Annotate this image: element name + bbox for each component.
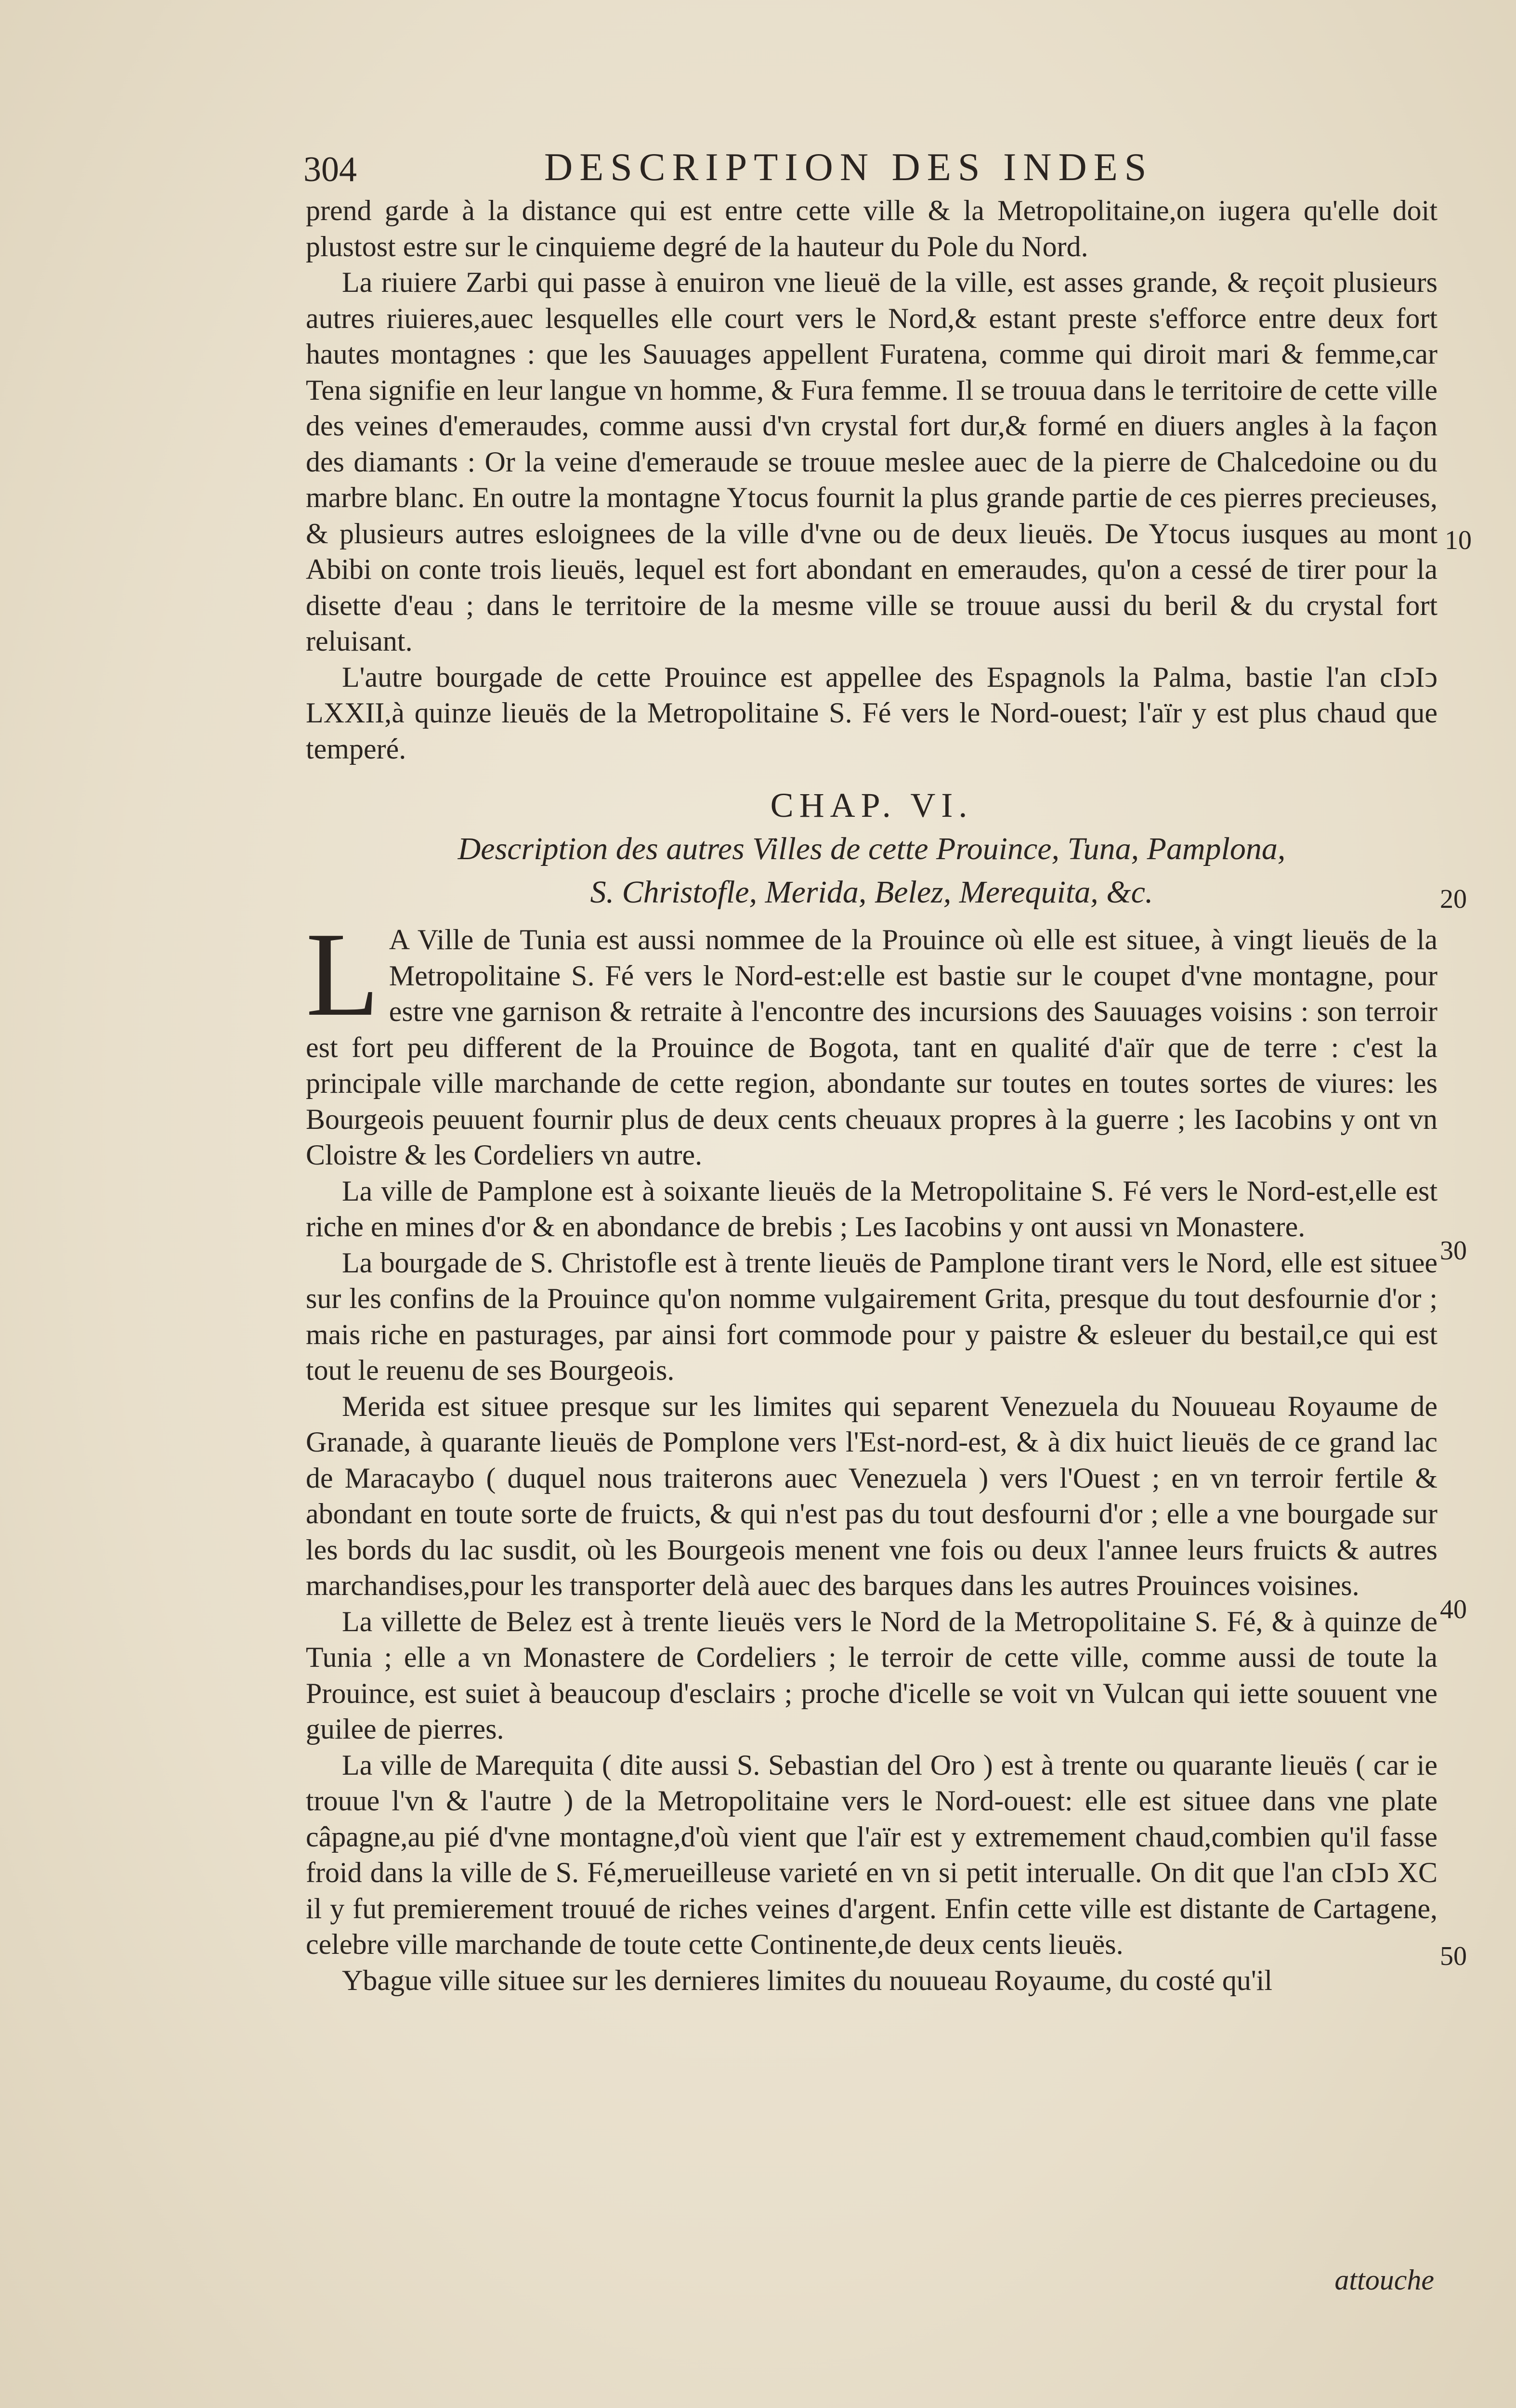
main-text [306,193,1438,1998]
chapter-subtitle-line-1: Description des autres Villes de cette Prouince, Tuna, Pamplona, [457,831,1286,866]
chapter-subtitle-line-2: S. Christofle, Merida, Belez, Merequita, &c. [590,875,1153,910]
paragraph: Merida est situee presque sur les limites qui separent Venezuela du Nouueau Royaume de Granade, à quarante lieuës de Pomplone vers l'Est-nord-est, & à dix huict lieuës de ce grand lac de Maracaybo ( duquel nous traiterons auec Venezuela ) vers l'Ouest ; en vn terroir fertile & abondant en toute sorte de fruicts, & qui n'est pas du tout desfourni d'or ; elle a vne bourgade sur les bords du lac susdit, où les Bourgeois menent vne fois ou deux l'annee leurs fruicts & autres marchandises,pour les transporter delà auec des barques dans les autres Prouinces voisines. [306,1390,1438,1601]
paragraph: La villette de Belez est à trente lieuës vers le Nord de la Metropolitaine S. Fé, & à quinze de Tunia ; elle a vn Monastere de Cordeliers ; le terroir de cette ville, comme aussi de toute la Prouince, est suiet à beaucoup d'esclairs ; proche d'icelle se voit vn Vulcan qui iette souuent vne guilee de pierres. [306,1605,1438,1745]
chapter-title: CHAP. VI. [770,786,973,824]
line-number-50: 50 [1440,1941,1467,1971]
paragraph: La ville de Marequita ( dite aussi S. Sebastian del Oro ) est à trente ou quarante lieuës ( car ie trouue l'vn & l'autre ) de la Metropolitaine vers le Nord-ouest: elle est situee dans vne plate câpagne,au pié d'vne montagne,d'où vient que l'aïr est y extremement chaud,combien qu'il fasse froid dans la ville de S. Fé,merueilleuse varieté en vn si petit interualle. On dit que l'an cIↄIↄ XC il y fut premierement trouué de riches veines d'argent. Enfin cette ville est distante de Cartagene, celebre ville marchande de toute cette Continente,de deux cents lieuës. [306,1749,1438,1960]
line-number-40: 40 [1440,1595,1467,1624]
paragraph: La bourgade de S. Christofle est à trente lieuës de Pamplone tirant vers le Nord, elle est situee sur les confins de la Prouince qu'on nomme vulgairement Grita, presque du tout desfournie d'or ; mais riche en pasturages, par ainsi fort commode pour y paistre & esleuer du bestail,ce qui est tout le reuenu de ses Bourgeois. [306,1246,1438,1386]
chapter-opening-text: A Ville de Tunia est aussi nommee de la Prouince où elle est situee, à vingt lieuës de la Metropolitaine S. Fé vers le Nord-est:elle est bastie sur le coupet d'vne montagne, pour estre vne garnison & retraite à l'encontre des incursions des Sauuages voisins : son terroir est fort peu different de la Prouince de Bogota, tant en qualité d'aïr que de terre : c'est la principale ville marchande de cette region, abondante sur toutes en toutes sortes de viures: les Bourgeois peuuent fournir plus de deux cents cheuaux propres à la guerre ; les Iacobins y ont vn Cloistre & les Cordeliers vn autre. [306,924,1438,1171]
running-head: DESCRIPTION DES INDES [544,145,1153,189]
page-number: 304 [303,150,357,189]
paragraph: Ybague ville situee sur les dernieres limites du nouueau Royaume, du costé qu'il [342,1964,1273,1996]
paragraph: La riuiere Zarbi qui passe à enuiron vne lieuë de la ville, est asses grande, & reçoit plusieurs autres riuieres,auec lesquelles elle court vers le Nord,& estant preste s'efforce entre deux fort hautes montagnes : que les Sauuages appellent Furatena, comme qui diroit mari & femme,car Tena signifie en leur langue vn homme, & Fura femme. Il se trouua dans le territoire de cette ville des veines d'emeraudes, comme aussi d'vn crystal fort dur,& formé en diuers angles à la façon des diamants : Or la veine d'emeraude se trouue meslee auec de la pierre de Chalcedoine ou du marbre blanc. En outre la montagne Ytocus fournit la plus grande partie de ces pierres precieuses, & plusieurs autres esloignees de la ville d'vne ou de deux lieuës. De Ytocus iusques au mont Abibi on conte trois lieuës, lequel est fort abondant en emeraudes, qu'on a cessé de tirer pour la disette d'eau ; dans le territoire de la mesme ville se trouue aussi du beril & du crystal fort reluisant. [306,266,1438,657]
drop-cap: L [306,908,379,1041]
line-number-10: 10 [1445,525,1472,555]
line-number-20: 20 [1440,884,1467,914]
paragraph: prend garde à la distance qui est entre cette ville & la Metropolitaine,on iugera qu'elle doit plustost estre sur le cinquieme degré de la hauteur du Pole du Nord. [306,195,1438,262]
paragraph: L'autre bourgade de cette Prouince est appellee des Espagnols la Palma, bastie l'an cIↄIↄ LXXII,à quinze lieuës de la Metropolitaine S. Fé vers le Nord-ouest; l'aïr y est plus chaud que temperé. [306,661,1438,765]
catchword: attouche [1334,2264,1434,2296]
chapter-opening-paragraph [306,908,1438,1173]
page-header [303,144,1469,197]
paragraph: La ville de Pamplone est à soixante lieuës de la Metropolitaine S. Fé vers le Nord-est,elle est riche en mines d'or & en abondance de brebis ; Les Iacobins y ont aussi vn Monastere. [306,1175,1438,1243]
line-number-30: 30 [1440,1236,1467,1266]
